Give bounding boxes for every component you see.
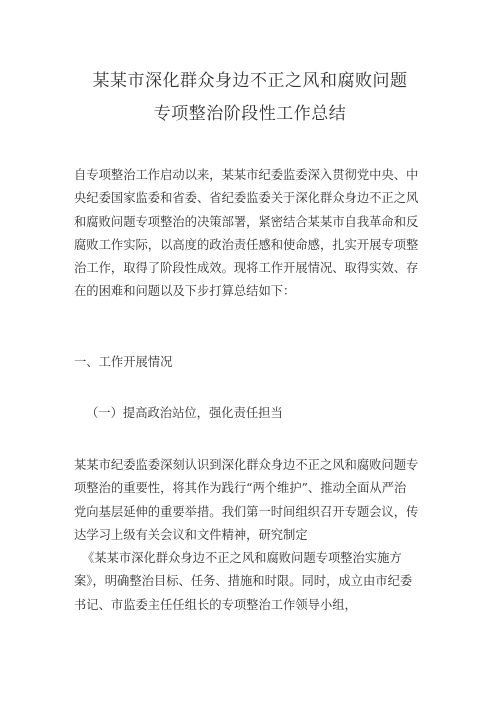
intro-paragraph [74, 164, 436, 304]
paragraph-line: 某某市纪委监委深刻认识到深化群众身边不正之风和腐败问题专 [74, 458, 419, 472]
body-paragraph [74, 454, 436, 617]
subsection-heading: （一）提高政治站位，强化责任担当 [86, 406, 283, 420]
paragraph-line: 项整治的重要性，将其作为践行“两个维护”、推动全面从严治 [74, 481, 407, 496]
document-title-line2: 专项整治阶段性工作总结 [153, 104, 347, 124]
paragraph-line: 治工作，取得了阶段性成效。现将工作开展情况、取得实效、存 [74, 261, 419, 276]
paragraph-line: 书记、市监委主任任组长的专项整治工作领导小组， [74, 597, 357, 612]
document-title-line1: 某某市深化群众身边不正之风和腐败问题 [92, 71, 408, 91]
paragraph-line: 腐败工作实际，以高度的政治责任感和使命感，扎实开展专项整 [74, 237, 419, 252]
section-heading: 一、工作开展情况 [74, 355, 173, 369]
paragraph-line: 党向基层延伸的重要举措。我们第一时间组织召开专题会议，传 [74, 504, 419, 519]
paragraph-line: 达学习上级有关会议和文件精神，研究制定 [74, 527, 308, 542]
paragraph-line: 和腐败问题专项整治的决策部署，紧密结合某某市自我革命和反 [74, 214, 419, 229]
paragraph-line: 《某某市深化群众身边不正之风和腐败问题专项整治实施方 [82, 551, 402, 566]
paragraph-line: 案》，明确整治目标、任务、措施和时限。同时，成立由市纪委 [74, 574, 413, 589]
paragraph-line: 自专项整治工作启动以来，某某市纪委监委深入贯彻党中央、中 [74, 168, 419, 182]
paragraph-line: 央纪委国家监委和省委、省纪委监委关于深化群众身边不正之风 [74, 191, 419, 206]
paragraph-line: 在的困难和问题以及下步打算总结如下： [74, 284, 296, 299]
